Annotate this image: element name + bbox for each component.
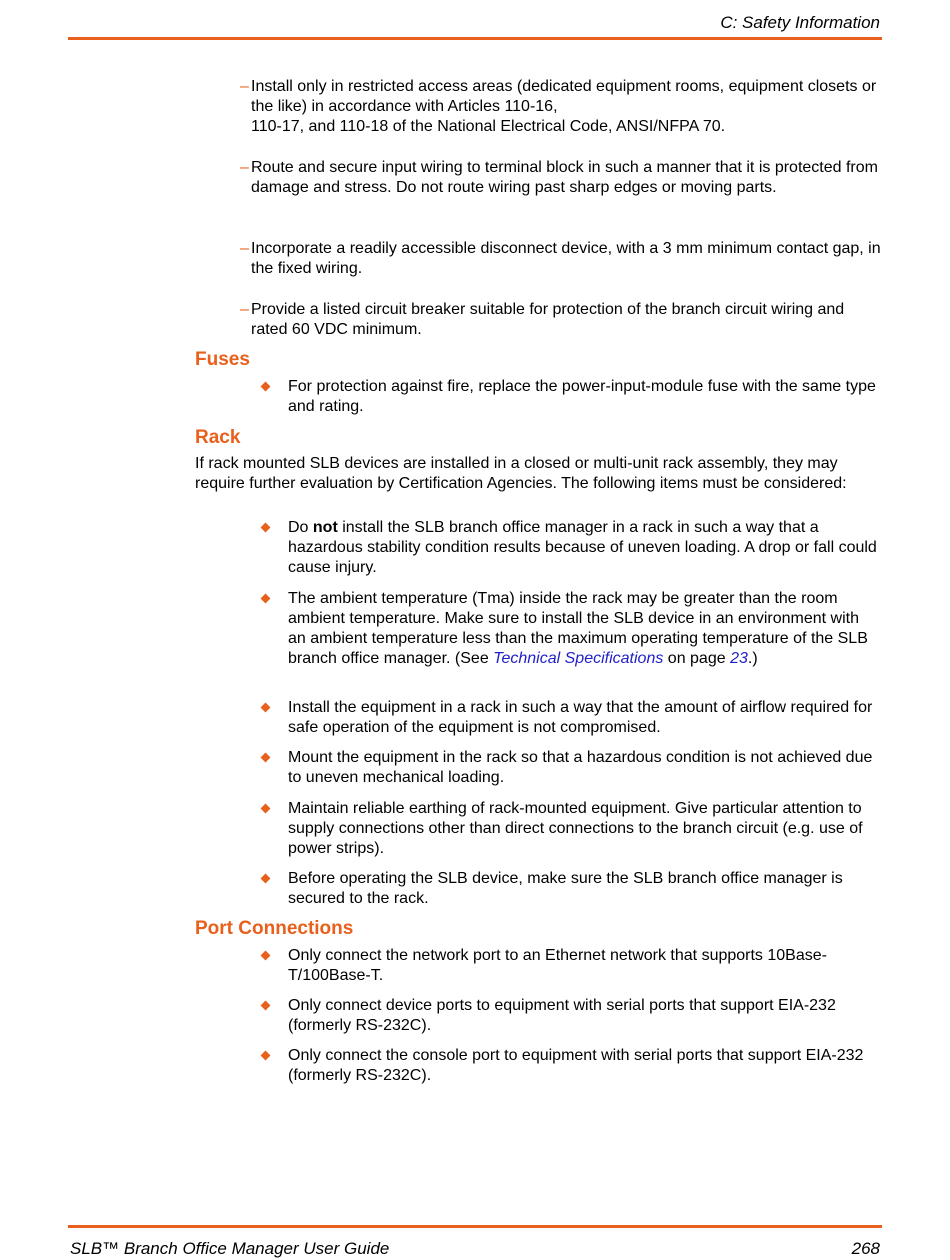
- diamond-bullet-icon: [261, 523, 271, 533]
- list-item-text: Only connect the console port to equipment with serial ports that support EIA-232 (formerly RS-232C).: [288, 1047, 864, 1084]
- section-heading-rack: Rack: [195, 427, 241, 448]
- list-item: [260, 869, 880, 909]
- page-number: 268: [851, 1239, 880, 1258]
- list-item-text: Install the equipment in a rack in such a way that the amount of airflow required for safe operation of the equipment is not compromised.: [288, 699, 873, 736]
- list-item: [260, 1046, 880, 1086]
- dash-item-text: Incorporate a readily accessible disconnect device, with a 3 mm minimum contact gap, in the fixed wiring.: [251, 240, 881, 277]
- text-run: .): [747, 650, 758, 667]
- list-item-text: Only connect the network port to an Ethernet network that supports 10Base-T/100Base-T.: [288, 947, 827, 984]
- header-title: C: Safety Information: [720, 13, 880, 32]
- list-item: [260, 996, 880, 1036]
- diamond-bullet-icon: [261, 804, 271, 814]
- dash-marker: –: [240, 240, 249, 257]
- list-item: [260, 799, 880, 859]
- list-item-text: [288, 589, 880, 669]
- diamond-bullet-icon: [261, 1001, 271, 1011]
- list-item-text: Before operating the SLB device, make sure the SLB branch office manager is secured to the rack.: [288, 870, 843, 907]
- diamond-bullet-icon: [261, 382, 271, 392]
- rack-intro: If rack mounted SLB devices are installed in a closed or multi-unit rack assembly, they may require further evaluation by Certification Agencies. The following items must be considered:: [195, 455, 847, 492]
- diamond-bullet-icon: [261, 874, 271, 884]
- dash-item: [240, 239, 885, 279]
- dash-marker: –: [240, 301, 249, 318]
- dash-item-text: Route and secure input wiring to terminal block in such a manner that it is protected from damage and stress. Do not route wiring past sharp edges or moving parts.: [251, 159, 878, 196]
- list-item-text: Only connect device ports to equipment with serial ports that support EIA-232 (formerly RS-232C).: [288, 997, 836, 1034]
- list-item-text: For protection against fire, replace the power-input-module fuse with the same type and rating.: [288, 378, 876, 415]
- list-item: [260, 377, 880, 417]
- list-item: [260, 518, 880, 578]
- list-item: [260, 698, 880, 738]
- text-run: install the SLB branch office manager in a rack in such a way that a hazardous stability condition results because of uneven loading. A drop or fall could cause injury.: [288, 519, 877, 576]
- dash-item-text: Provide a listed circuit breaker suitable for protection of the branch circuit wiring and rated 60 VDC minimum.: [251, 301, 845, 338]
- diamond-bullet-icon: [261, 753, 271, 763]
- bold-text: not: [312, 519, 338, 536]
- dash-marker: –: [240, 159, 249, 176]
- footer-title: SLB™ Branch Office Manager User Guide: [70, 1239, 390, 1258]
- page-link[interactable]: 23: [730, 650, 748, 667]
- text-run: on page: [663, 650, 731, 667]
- header-rule: [68, 37, 882, 40]
- section-heading-fuses: Fuses: [195, 349, 250, 370]
- dash-item-text: Install only in restricted access areas (dedicated equipment rooms, equipment closets or the like) in accordance with Articles 110-16,: [251, 78, 877, 115]
- diamond-bullet-icon: [261, 594, 271, 604]
- diamond-bullet-icon: [261, 703, 271, 713]
- dash-item: [240, 300, 885, 340]
- text-run: Do: [288, 519, 313, 536]
- diamond-bullet-icon: [261, 1051, 271, 1061]
- list-item-text: Maintain reliable earthing of rack-mounted equipment. Give particular attention to supply connections other than direct connections to the branch circuit (e.g. use of power strips).: [288, 800, 863, 857]
- list-item: [260, 748, 880, 788]
- list-item: [260, 589, 880, 669]
- list-item-text: Mount the equipment in the rack so that a hazardous condition is not achieved due to uneven mechanical loading.: [288, 749, 873, 786]
- dash-marker: –: [240, 78, 249, 95]
- dash-item-text: 110-17, and 110-18 of the National Electrical Code, ANSI/NFPA 70.: [251, 118, 726, 135]
- list-item-text: [288, 518, 880, 578]
- dash-item: [240, 77, 885, 137]
- technical-specifications-link[interactable]: Technical Specifications: [493, 650, 664, 667]
- text-run: The ambient temperature (Tma) inside the rack may be greater than the room ambient temperature. Make sure to install the SLB device in an environment with an ambient temperature less than the maximum operating temperature of the SLB branch office manager. (See: [288, 590, 868, 667]
- diamond-bullet-icon: [261, 951, 271, 961]
- footer-rule: [68, 1225, 882, 1228]
- section-heading-port-connections: Port Connections: [195, 918, 354, 939]
- list-item: [260, 946, 880, 986]
- dash-item: [240, 158, 885, 198]
